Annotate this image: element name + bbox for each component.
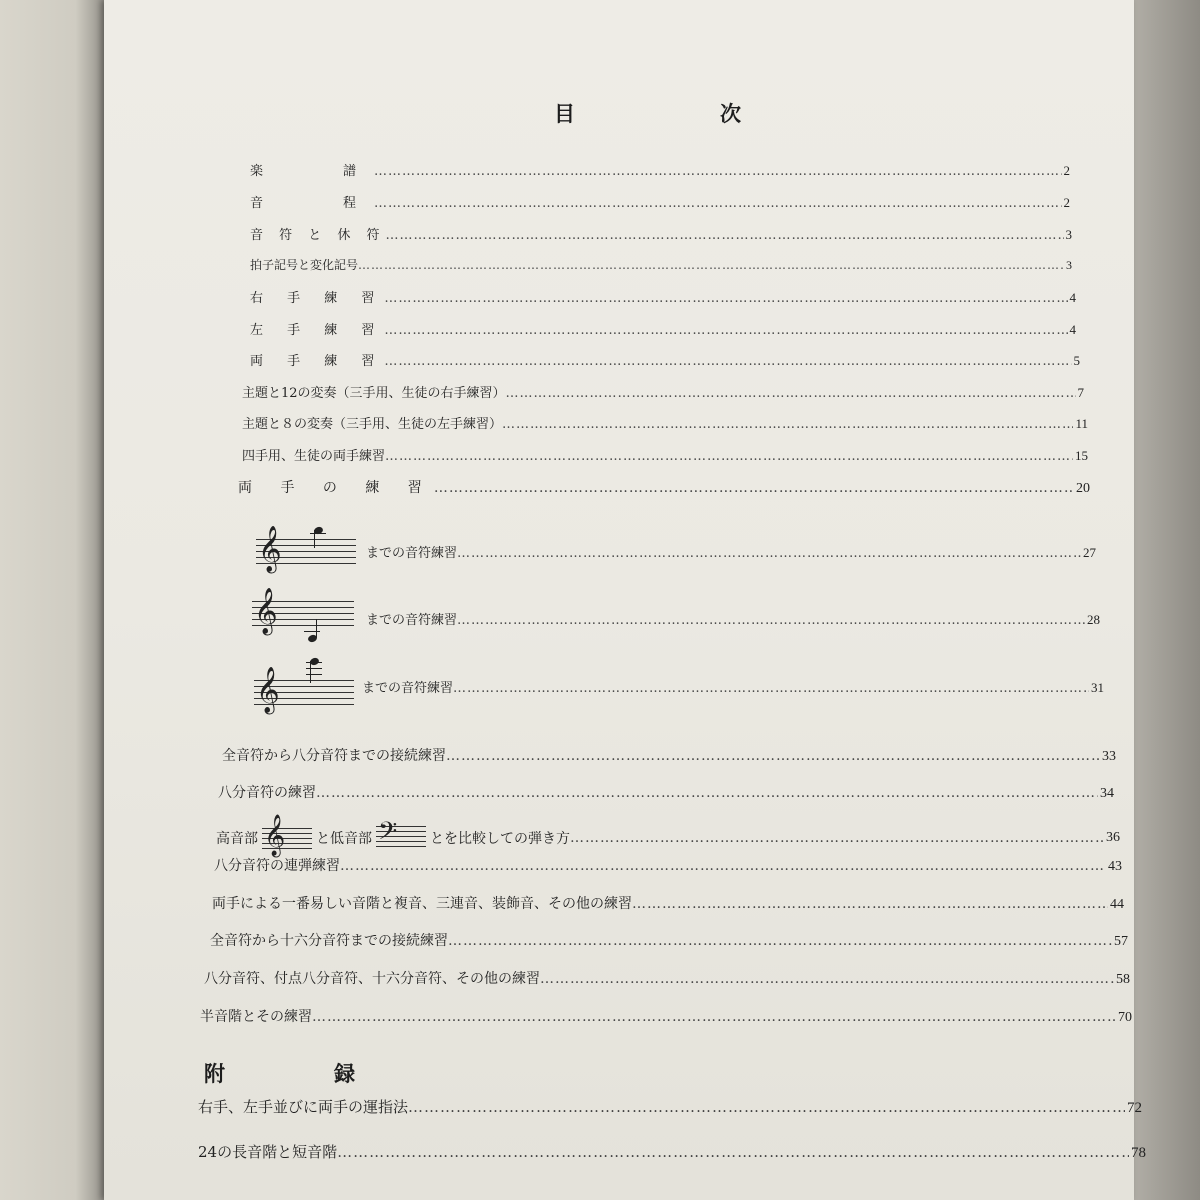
toc-entry-compare	[216, 815, 1120, 858]
leader-dots	[570, 830, 1104, 846]
toc-heading: 目 次	[554, 101, 803, 126]
toc-entry-label: 四手用、生徒の両手練習	[242, 449, 386, 464]
toc-entry-label: までの音符練習	[366, 546, 458, 561]
treble-clef-icon: 𝄞	[264, 815, 286, 856]
toc-entry-page: 20	[1076, 481, 1090, 496]
toc-entry	[366, 609, 1100, 628]
toc-entry-label: とを比較しての弾き方	[430, 831, 570, 847]
toc-entry	[242, 445, 1088, 464]
toc-entry-page: 3	[1065, 227, 1072, 242]
toc-entry-label: 八分音符の連弾練習	[214, 858, 340, 874]
toc-entry-page: 2	[1063, 163, 1070, 178]
toc-entry	[200, 1006, 1132, 1026]
leader-dots	[386, 228, 1064, 243]
leader-dots	[448, 933, 1112, 949]
toc-entry-label: 半音階とその練習	[200, 1009, 312, 1025]
toc-entry-page: 78	[1131, 1145, 1146, 1161]
leader-dots	[312, 1009, 1116, 1025]
leader-dots	[340, 858, 1106, 874]
toc-entry-page: 28	[1087, 612, 1100, 627]
toc-entry	[250, 319, 1076, 338]
toc-entry-label: 八分音符、付点八分音符、十六分音符、その他の練習	[204, 971, 540, 987]
toc-entry	[238, 477, 1090, 497]
treble-staff	[262, 815, 312, 858]
toc-entry-label: 八分音符の練習	[218, 785, 316, 801]
toc-entry	[250, 160, 1070, 179]
toc-entry	[218, 782, 1114, 802]
toc-entry-label: 両手による一番易しい音階と複音、三連音、装飾音、その他の練習	[212, 896, 632, 912]
toc-entry	[210, 930, 1128, 950]
toc-entry	[214, 855, 1122, 875]
toc-entry	[222, 745, 1116, 765]
toc-entry	[212, 893, 1124, 913]
toc-page	[104, 0, 1146, 1200]
toc-entry	[366, 542, 1096, 561]
left-page-edge	[0, 0, 108, 1200]
toc-entry-page: 7	[1077, 385, 1084, 400]
toc-entry-page: 3	[1066, 258, 1072, 272]
toc-entry	[250, 224, 1072, 243]
toc-entry-label: 24の長音階と短音階	[198, 1143, 338, 1161]
toc-entry	[362, 677, 1104, 696]
leader-dots	[457, 613, 1085, 628]
toc-entry-page: 33	[1102, 749, 1116, 764]
toc-entry	[250, 256, 1072, 273]
toc-entry-label: 主題と12の変奏（三手用、生徒の右手練習）	[242, 386, 506, 401]
toc-entry-page: 70	[1118, 1010, 1132, 1025]
toc-entry-page: 4	[1069, 322, 1076, 337]
treble-clef-icon: 𝄞	[254, 588, 278, 634]
leader-dots	[457, 546, 1081, 561]
leader-dots	[316, 785, 1098, 801]
toc-entry	[242, 382, 1084, 401]
leader-dots	[540, 971, 1114, 987]
toc-entry-label: 音 程	[250, 196, 375, 211]
toc-entry-label: 両 手 練 習	[250, 354, 385, 369]
leader-dots	[446, 748, 1100, 764]
toc-entry	[242, 413, 1088, 432]
toc-entry-label: 右手、左手並びに両手の運指法	[198, 1098, 409, 1116]
leader-dots	[385, 449, 1073, 464]
leader-dots	[434, 480, 1074, 496]
toc-entry-label: 両 手 の 練 習	[238, 480, 434, 496]
treble-clef-icon: 𝄞	[258, 526, 282, 572]
toc-entry-page: 11	[1075, 416, 1088, 431]
staff-high-f	[256, 527, 356, 577]
toc-entry-page: 58	[1116, 972, 1130, 987]
leader-dots	[384, 291, 1067, 306]
leader-dots	[384, 354, 1071, 369]
toc-entry-page: 31	[1091, 680, 1104, 695]
toc-entry-label: 楽 譜	[250, 164, 375, 179]
leader-dots	[408, 1098, 1125, 1116]
leader-dots	[337, 1143, 1129, 1161]
toc-entry-label: 右 手 練 習	[250, 291, 385, 306]
leader-dots	[506, 386, 1076, 401]
appendix-heading: 附 録	[204, 1061, 399, 1086]
leader-dots	[358, 258, 1064, 272]
toc-entry-page: 2	[1063, 195, 1070, 210]
leader-dots	[453, 681, 1089, 696]
leader-dots	[374, 164, 1061, 179]
toc-entry	[198, 1096, 1142, 1117]
toc-entry-page: 5	[1073, 353, 1080, 368]
toc-entry-label: までの音符練習	[366, 613, 458, 628]
toc-entry-label: と低音部	[316, 831, 372, 847]
toc-entry-page: 44	[1110, 897, 1124, 912]
toc-entry-page: 72	[1127, 1100, 1142, 1116]
toc-entry-label: 主題と８の変奏（三手用、生徒の左手練習）	[242, 417, 503, 432]
leader-dots	[502, 417, 1073, 432]
toc-entry	[250, 192, 1070, 211]
leader-dots	[632, 896, 1108, 912]
toc-entry	[250, 287, 1076, 306]
bass-staff	[376, 818, 426, 858]
toc-entry-label: までの音符練習	[362, 681, 454, 696]
treble-clef-icon: 𝄞	[256, 667, 280, 713]
toc-entry-label: 左 手 練 習	[250, 323, 385, 338]
toc-entry-label: 高音部	[216, 831, 258, 847]
toc-entry-label: 全音符から十六分音符までの接続練習	[210, 933, 448, 949]
toc-entry-page: 43	[1108, 859, 1122, 874]
leader-dots	[384, 323, 1067, 338]
leader-dots	[374, 196, 1061, 211]
toc-entry-page: 36	[1106, 830, 1120, 845]
toc-entry	[198, 1141, 1146, 1162]
toc-entry-page: 57	[1114, 934, 1128, 949]
toc-entry	[250, 350, 1080, 369]
toc-entry-page: 27	[1083, 545, 1096, 560]
toc-entry-label: 拍子記号と変化記号	[250, 258, 359, 272]
staff-low-a	[252, 588, 354, 647]
toc-entry-page: 15	[1075, 448, 1088, 463]
staff-high-c	[254, 658, 354, 716]
toc-entry-page: 34	[1100, 786, 1114, 801]
toc-entry	[204, 968, 1130, 988]
bass-clef-icon: 𝄢	[378, 817, 398, 852]
toc-entry-label: 全音符から八分音符までの接続練習	[222, 748, 446, 764]
toc-entry-page: 4	[1069, 290, 1076, 305]
toc-entry-label: 音 符 と 休 符	[250, 228, 386, 243]
